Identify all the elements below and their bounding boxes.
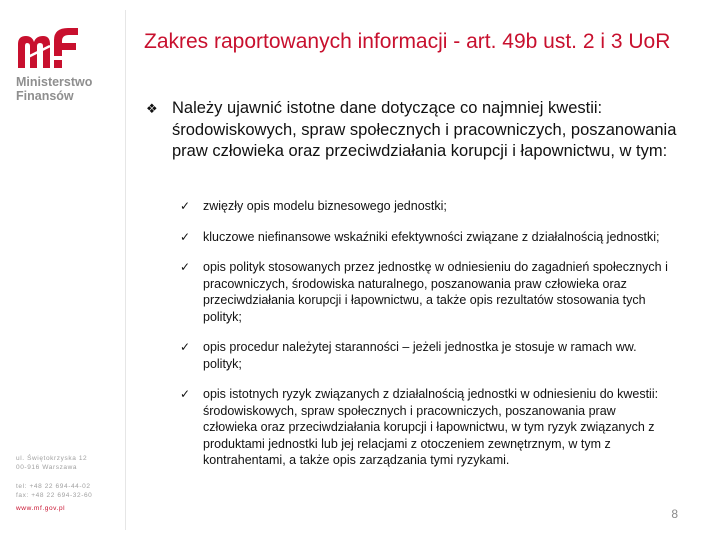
diamond-bullet-icon: ❖ [146, 101, 158, 116]
list-item [180, 198, 670, 215]
main-bullet [146, 98, 686, 163]
checkmark-icon: ✓ [180, 199, 191, 213]
logo-line-2: Finansów [16, 89, 74, 103]
list-item-text: opis polityk stosowanych przez jednostkę w odniesieniu do zagadnień społecznych i pracowniczych, środowiska naturalnego, poszanowania praw człowieka oraz przeciwdziałania korupcji i łapownictwu, a także opis rezultatów stosowania tych polityk; [203, 260, 668, 324]
contact-block [16, 455, 92, 500]
phone-number: tel: +48 22 694-44-02 [16, 483, 91, 490]
fax-number: fax: +48 22 694-32-60 [16, 491, 93, 499]
sub-item-list [180, 198, 670, 483]
page-number: 8 [671, 507, 678, 521]
list-item [180, 339, 670, 372]
checkmark-icon: ✓ [180, 340, 191, 354]
main-bullet-text: Należy ujawnić istotne dane dotyczące co najmniej kwestii: środowiskowych, spraw społecznych i pracowniczych, poszanowania praw człowieka oraz przeciwdziałania korupcji i łapownictwu, w tym: [172, 99, 677, 160]
slide-title: Zakres raportowanych informacji - art. 49b ust. 2 i 3 UoR [144, 30, 671, 53]
checkmark-icon: ✓ [180, 387, 191, 401]
ministry-logo-text [16, 75, 92, 103]
address-line-2: 00-916 Warszawa [16, 463, 78, 471]
checkmark-icon: ✓ [180, 260, 191, 274]
list-item-text: zwięzły opis modelu biznesowego jednostki; [203, 199, 447, 213]
list-item-text: opis istotnych ryzyk związanych z działalnością jednostki w odniesieniu do kwestii: środowiskowych, spraw społecznych i pracowniczych, poszanowania praw człowieka oraz przeciwdziałania korupcji i łapownictwu, w tym ryzyk związanych z produktami jednostki lub jej relacjami z otoczeniem zewnętrznym, w tym z kontrahentami, a także opis zarządzania tymi ryzykami. [203, 387, 659, 467]
vertical-divider [125, 10, 126, 530]
list-item [180, 259, 670, 325]
list-item [180, 386, 670, 469]
checkmark-icon: ✓ [180, 229, 191, 244]
ministry-logo-icon [16, 26, 84, 70]
address-line-1: ul. Świętokrzyska 12 [16, 455, 88, 462]
list-item-text: kluczowe niefinansowe wskaźniki efektywności związane z działalnością jednostki; [203, 229, 660, 244]
sidebar [0, 0, 125, 540]
website-link[interactable]: www.mf.gov.pl [16, 505, 66, 512]
list-item-text: opis procedur należytej staranności – jeżeli jednostka je stosuje w ramach ww. polityk; [203, 340, 637, 371]
list-item [180, 229, 670, 246]
logo-line-1: Ministerstwo [16, 75, 93, 89]
